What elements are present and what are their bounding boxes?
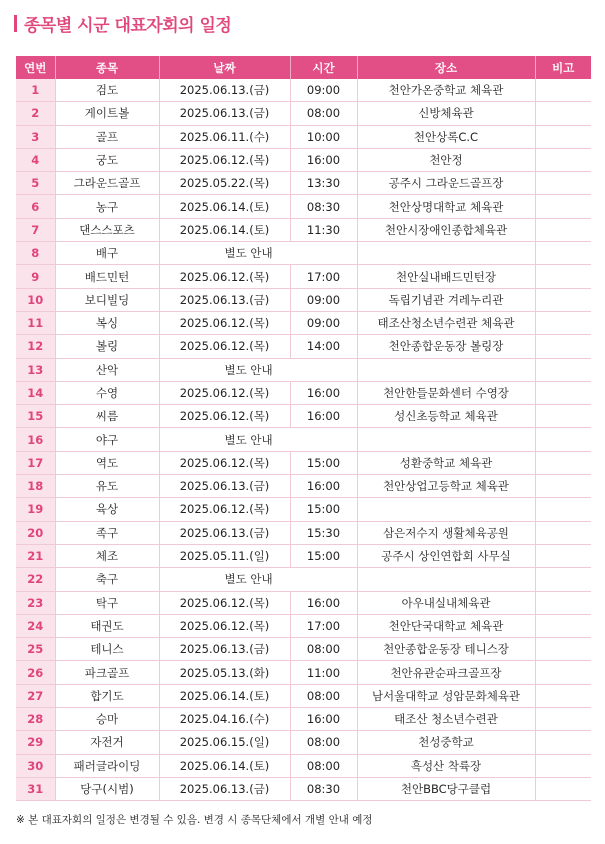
row-place: 천안가온중학교 체육관 xyxy=(357,79,535,102)
row-place: 천안한들문화센터 수영장 xyxy=(357,381,535,404)
row-sport: 탁구 xyxy=(55,591,159,614)
row-number: 9 xyxy=(16,265,55,288)
row-number: 26 xyxy=(16,661,55,684)
row-date: 2025.06.13.(금) xyxy=(159,521,290,544)
row-time: 13:30 xyxy=(290,172,357,195)
row-time: 08:00 xyxy=(290,638,357,661)
row-time: 09:00 xyxy=(290,79,357,102)
row-sport: 테니스 xyxy=(55,638,159,661)
row-sport: 유도 xyxy=(55,475,159,498)
row-time: 08:00 xyxy=(290,754,357,777)
row-date: 2025.05.13.(화) xyxy=(159,661,290,684)
row-remarks xyxy=(535,475,591,498)
row-time: 09:00 xyxy=(290,288,357,311)
table-row xyxy=(16,125,591,148)
table-row xyxy=(16,218,591,241)
row-number: 20 xyxy=(16,521,55,544)
row-time: 16:00 xyxy=(290,708,357,731)
row-sport: 자전거 xyxy=(55,731,159,754)
row-date: 2025.05.11.(일) xyxy=(159,544,290,567)
row-sport: 역도 xyxy=(55,451,159,474)
row-time: 17:00 xyxy=(290,614,357,637)
row-number: 21 xyxy=(16,544,55,567)
table-row xyxy=(16,428,591,451)
table-header-row xyxy=(16,56,591,79)
row-number: 24 xyxy=(16,614,55,637)
row-number: 27 xyxy=(16,684,55,707)
row-remarks xyxy=(535,195,591,218)
row-time: 16:00 xyxy=(290,148,357,171)
row-number: 28 xyxy=(16,708,55,731)
row-date: 2025.06.15.(일) xyxy=(159,731,290,754)
row-time: 10:00 xyxy=(290,125,357,148)
row-date: 2025.06.13.(금) xyxy=(159,777,290,800)
title-accent-bar xyxy=(14,15,17,32)
row-remarks xyxy=(535,358,591,381)
table-row xyxy=(16,451,591,474)
row-place: 천안유관순파크골프장 xyxy=(357,661,535,684)
row-remarks xyxy=(535,79,591,102)
row-time: 16:00 xyxy=(290,381,357,404)
row-place: 천안종합운동장 볼링장 xyxy=(357,335,535,358)
row-date: 2025.06.12.(목) xyxy=(159,614,290,637)
row-time: 15:00 xyxy=(290,544,357,567)
row-sport: 볼링 xyxy=(55,335,159,358)
row-place: 천안상업고등학교 체육관 xyxy=(357,475,535,498)
header-remarks: 비고 xyxy=(535,56,591,79)
row-sport: 검도 xyxy=(55,79,159,102)
row-remarks xyxy=(535,102,591,125)
header-number: 연번 xyxy=(16,56,55,79)
row-time: 17:00 xyxy=(290,265,357,288)
row-date: 2025.06.12.(목) xyxy=(159,451,290,474)
row-date: 2025.06.11.(수) xyxy=(159,125,290,148)
row-date: 2025.06.12.(목) xyxy=(159,311,290,334)
row-sport: 산악 xyxy=(55,358,159,381)
row-remarks xyxy=(535,148,591,171)
row-place: 흑성산 착륙장 xyxy=(357,754,535,777)
row-remarks xyxy=(535,638,591,661)
table-row xyxy=(16,172,591,195)
row-remarks xyxy=(535,661,591,684)
row-number: 22 xyxy=(16,568,55,591)
table-row xyxy=(16,568,591,591)
row-sport: 축구 xyxy=(55,568,159,591)
row-place: 천안BBC당구클럽 xyxy=(357,777,535,800)
row-place: 공주시 그라운드골프장 xyxy=(357,172,535,195)
row-time: 08:00 xyxy=(290,102,357,125)
row-place xyxy=(357,428,535,451)
table-row xyxy=(16,195,591,218)
row-place: 성신초등학교 체육관 xyxy=(357,405,535,428)
row-remarks xyxy=(535,265,591,288)
table-row xyxy=(16,148,591,171)
row-time: 08:00 xyxy=(290,731,357,754)
row-sport: 골프 xyxy=(55,125,159,148)
row-place: 공주시 상인연합회 사무실 xyxy=(357,544,535,567)
row-number: 10 xyxy=(16,288,55,311)
row-date: 별도 안내 xyxy=(159,568,357,591)
table-row xyxy=(16,614,591,637)
row-remarks xyxy=(535,708,591,731)
row-time: 16:00 xyxy=(290,591,357,614)
row-place: 아우내실내체육관 xyxy=(357,591,535,614)
row-time: 14:00 xyxy=(290,335,357,358)
row-number: 18 xyxy=(16,475,55,498)
page-title-text: 종목별 시군 대표자회의 일정 xyxy=(24,15,232,36)
row-number: 7 xyxy=(16,218,55,241)
row-remarks xyxy=(535,777,591,800)
row-number: 29 xyxy=(16,731,55,754)
table-row xyxy=(16,521,591,544)
row-number: 8 xyxy=(16,242,55,265)
row-sport: 체조 xyxy=(55,544,159,567)
row-number: 12 xyxy=(16,335,55,358)
table-row xyxy=(16,754,591,777)
row-time: 08:30 xyxy=(290,195,357,218)
row-number: 17 xyxy=(16,451,55,474)
row-remarks xyxy=(535,498,591,521)
row-place: 천안시장애인종합체육관 xyxy=(357,218,535,241)
row-remarks xyxy=(535,591,591,614)
row-date: 2025.06.14.(토) xyxy=(159,218,290,241)
row-sport: 댄스스포츠 xyxy=(55,218,159,241)
row-place xyxy=(357,568,535,591)
row-remarks xyxy=(535,288,591,311)
row-time: 08:00 xyxy=(290,684,357,707)
row-number: 11 xyxy=(16,311,55,334)
row-date: 2025.04.16.(수) xyxy=(159,708,290,731)
row-place xyxy=(357,242,535,265)
row-place: 천안상명대학교 체육관 xyxy=(357,195,535,218)
row-date: 별도 안내 xyxy=(159,242,357,265)
row-sport: 씨름 xyxy=(55,405,159,428)
row-number: 16 xyxy=(16,428,55,451)
row-place: 천안종합운동장 테니스장 xyxy=(357,638,535,661)
row-date: 2025.06.14.(토) xyxy=(159,754,290,777)
table-row xyxy=(16,102,591,125)
row-sport: 족구 xyxy=(55,521,159,544)
row-sport: 농구 xyxy=(55,195,159,218)
header-date: 날짜 xyxy=(159,56,290,79)
row-sport: 배드민턴 xyxy=(55,265,159,288)
row-date: 2025.06.14.(토) xyxy=(159,684,290,707)
table-row xyxy=(16,265,591,288)
row-date: 2025.06.12.(목) xyxy=(159,335,290,358)
row-remarks xyxy=(535,451,591,474)
row-remarks xyxy=(535,218,591,241)
row-date: 2025.06.12.(목) xyxy=(159,591,290,614)
row-place: 천안정 xyxy=(357,148,535,171)
row-sport: 육상 xyxy=(55,498,159,521)
row-sport: 합기도 xyxy=(55,684,159,707)
table-row xyxy=(16,777,591,800)
row-remarks xyxy=(535,521,591,544)
row-number: 2 xyxy=(16,102,55,125)
row-sport: 궁도 xyxy=(55,148,159,171)
row-date: 2025.06.12.(목) xyxy=(159,148,290,171)
row-date: 2025.06.13.(금) xyxy=(159,638,290,661)
row-sport: 야구 xyxy=(55,428,159,451)
row-place xyxy=(357,498,535,521)
header-time: 시간 xyxy=(290,56,357,79)
row-place: 남서울대학교 성암문화체육관 xyxy=(357,684,535,707)
row-date: 2025.06.12.(목) xyxy=(159,498,290,521)
row-number: 13 xyxy=(16,358,55,381)
table-row xyxy=(16,661,591,684)
table-row xyxy=(16,405,591,428)
row-place: 태조산 청소년수련관 xyxy=(357,708,535,731)
table-row xyxy=(16,708,591,731)
row-sport: 배구 xyxy=(55,242,159,265)
row-number: 30 xyxy=(16,754,55,777)
row-place: 천안단국대학교 체육관 xyxy=(357,614,535,637)
row-remarks xyxy=(535,311,591,334)
row-time: 08:30 xyxy=(290,777,357,800)
row-date: 2025.06.13.(금) xyxy=(159,475,290,498)
table-body xyxy=(16,79,591,801)
row-date: 2025.05.22.(목) xyxy=(159,172,290,195)
table-row xyxy=(16,242,591,265)
row-date: 별도 안내 xyxy=(159,428,357,451)
row-remarks xyxy=(535,754,591,777)
row-date: 2025.06.12.(목) xyxy=(159,381,290,404)
row-sport: 태권도 xyxy=(55,614,159,637)
row-sport: 수영 xyxy=(55,381,159,404)
row-remarks xyxy=(535,568,591,591)
row-number: 14 xyxy=(16,381,55,404)
row-sport: 패러글라이딩 xyxy=(55,754,159,777)
row-remarks xyxy=(535,172,591,195)
row-remarks xyxy=(535,731,591,754)
row-date: 2025.06.13.(금) xyxy=(159,102,290,125)
row-place: 천안상록C.C xyxy=(357,125,535,148)
row-number: 15 xyxy=(16,405,55,428)
row-number: 3 xyxy=(16,125,55,148)
row-sport: 승마 xyxy=(55,708,159,731)
table-row xyxy=(16,638,591,661)
row-place: 신방체육관 xyxy=(357,102,535,125)
row-date: 2025.06.12.(목) xyxy=(159,405,290,428)
row-date: 별도 안내 xyxy=(159,358,357,381)
row-remarks xyxy=(535,428,591,451)
row-sport: 파크골프 xyxy=(55,661,159,684)
table-row xyxy=(16,381,591,404)
row-sport: 게이트볼 xyxy=(55,102,159,125)
row-remarks xyxy=(535,335,591,358)
table-row xyxy=(16,79,591,102)
footnote: ※ 본 대표자회의 일정은 변경될 수 있음. 변경 시 종목단체에서 개별 안내 예정 xyxy=(16,814,373,826)
row-date: 2025.06.14.(토) xyxy=(159,195,290,218)
row-place: 천안실내배드민턴장 xyxy=(357,265,535,288)
row-number: 4 xyxy=(16,148,55,171)
row-time: 09:00 xyxy=(290,311,357,334)
row-number: 25 xyxy=(16,638,55,661)
row-remarks xyxy=(535,684,591,707)
row-sport: 복싱 xyxy=(55,311,159,334)
row-date: 2025.06.13.(금) xyxy=(159,288,290,311)
table-row xyxy=(16,731,591,754)
row-remarks xyxy=(535,544,591,567)
header-sport: 종목 xyxy=(55,56,159,79)
row-remarks xyxy=(535,125,591,148)
schedule-table xyxy=(16,56,591,801)
header-place: 장소 xyxy=(357,56,535,79)
row-time: 11:30 xyxy=(290,218,357,241)
table-row xyxy=(16,544,591,567)
row-place: 삼은저수지 생활체육공원 xyxy=(357,521,535,544)
row-remarks xyxy=(535,242,591,265)
row-remarks xyxy=(535,405,591,428)
row-time: 16:00 xyxy=(290,405,357,428)
table-row xyxy=(16,684,591,707)
table-row xyxy=(16,335,591,358)
row-time: 11:00 xyxy=(290,661,357,684)
row-place: 천성중학교 xyxy=(357,731,535,754)
row-remarks xyxy=(535,381,591,404)
row-remarks xyxy=(535,614,591,637)
page-title xyxy=(14,8,231,38)
row-date: 2025.06.13.(금) xyxy=(159,79,290,102)
row-number: 23 xyxy=(16,591,55,614)
row-time: 16:00 xyxy=(290,475,357,498)
table-row xyxy=(16,311,591,334)
table-row xyxy=(16,498,591,521)
row-number: 6 xyxy=(16,195,55,218)
row-date: 2025.06.12.(목) xyxy=(159,265,290,288)
row-number: 19 xyxy=(16,498,55,521)
row-number: 5 xyxy=(16,172,55,195)
row-place: 태조산청소년수련관 체육관 xyxy=(357,311,535,334)
row-sport: 당구(시범) xyxy=(55,777,159,800)
table-row xyxy=(16,591,591,614)
row-time: 15:00 xyxy=(290,498,357,521)
row-place xyxy=(357,358,535,381)
row-time: 15:30 xyxy=(290,521,357,544)
row-sport: 그라운드골프 xyxy=(55,172,159,195)
row-place: 성환중학교 체육관 xyxy=(357,451,535,474)
table-row xyxy=(16,475,591,498)
table-row xyxy=(16,288,591,311)
row-number: 1 xyxy=(16,79,55,102)
table-row xyxy=(16,358,591,381)
row-sport: 보디빌딩 xyxy=(55,288,159,311)
row-number: 31 xyxy=(16,777,55,800)
row-place: 독립기념관 겨레누리관 xyxy=(357,288,535,311)
row-time: 15:00 xyxy=(290,451,357,474)
